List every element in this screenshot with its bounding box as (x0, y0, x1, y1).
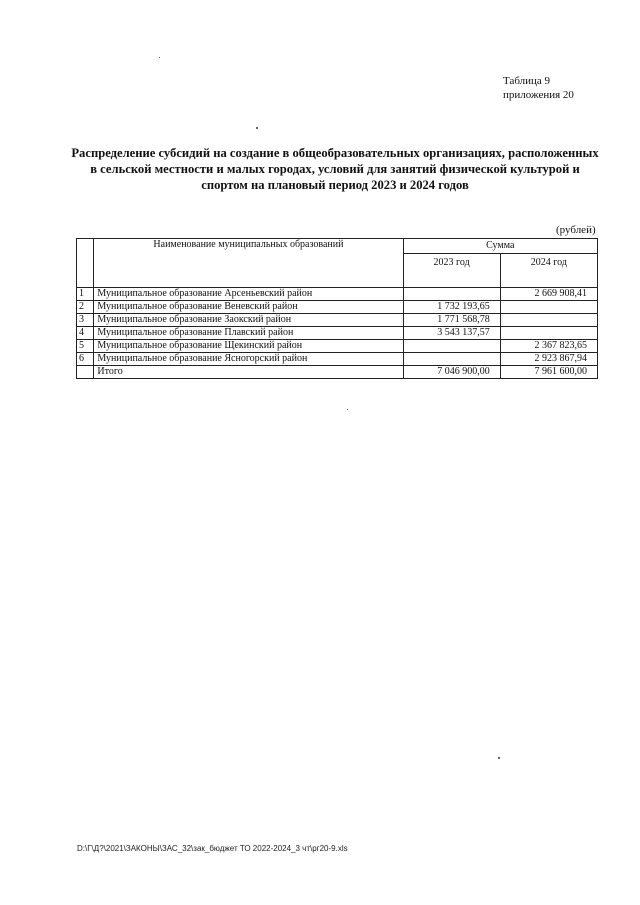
row-name: Муниципальное образование Веневский район (94, 301, 403, 314)
row-2023: 1 771 568,78 (403, 314, 500, 327)
row-number: 2 (77, 301, 94, 314)
row-name: Муниципальное образование Щекинский район (94, 340, 403, 353)
document-title: Распределение субсидий на создание в общеобразовательных организациях, расположенных в сельской местности и малых городах, условий для занятий физической культурой и спортом на плановый период 2023 и 2024 годов (71, 146, 599, 192)
units-label: (рублей) (556, 224, 596, 236)
table-row (77, 353, 598, 366)
row-name: Муниципальное образование Ясногорский район (94, 353, 403, 366)
total-number-cell (77, 366, 94, 379)
table-number: Таблица 9 (503, 75, 551, 87)
row-number: 6 (77, 353, 94, 366)
row-2024 (500, 301, 597, 314)
row-name: Муниципальное образование Заокский район (94, 314, 403, 327)
row-name: Муниципальное образование Плавский район (94, 327, 403, 340)
total-2023: 7 046 900,00 (403, 366, 500, 379)
row-number: 5 (77, 340, 94, 353)
scan-speck (347, 409, 348, 410)
total-label: Итого (94, 366, 403, 379)
appendix-number: приложения 20 (503, 89, 574, 101)
row-2023 (403, 288, 500, 301)
header-sum-cell: Сумма (403, 239, 598, 254)
row-2023: 1 732 193,65 (403, 301, 500, 314)
row-number: 4 (77, 327, 94, 340)
table-row (77, 340, 598, 353)
table-total-row (77, 366, 598, 379)
header-year-2024: 2024 год (500, 254, 597, 288)
row-name: Муниципальное образование Арсеньевский район (94, 288, 403, 301)
row-2023 (403, 353, 500, 366)
header-name-cell: Наименование муниципальных образований (94, 239, 403, 288)
subsidies-table (76, 238, 598, 379)
header-num-cell (77, 239, 94, 288)
row-number: 1 (77, 288, 94, 301)
table-header-row (77, 239, 598, 254)
row-2024: 2 923 867,94 (500, 353, 597, 366)
table-row (77, 327, 598, 340)
row-2024: 2 367 823,65 (500, 340, 597, 353)
table-caption (503, 74, 574, 102)
table-row (77, 288, 598, 301)
row-2023: 3 543 137,57 (403, 327, 500, 340)
table-row (77, 314, 598, 327)
scan-speck (256, 127, 258, 129)
scan-speck (159, 57, 160, 58)
total-2024: 7 961 600,00 (500, 366, 597, 379)
row-2024 (500, 327, 597, 340)
row-2024 (500, 314, 597, 327)
scan-speck (498, 757, 500, 759)
row-2023 (403, 340, 500, 353)
row-number: 3 (77, 314, 94, 327)
header-year-2023: 2023 год (403, 254, 500, 288)
table-row (77, 301, 598, 314)
file-path-footer: D:\Г\Д?\2021\ЗАКОНЫ\ЗАС_32\зак_бюджет ТО 2022-2024_3 чт\рг20-9.xls (77, 844, 348, 853)
row-2024: 2 669 908,41 (500, 288, 597, 301)
